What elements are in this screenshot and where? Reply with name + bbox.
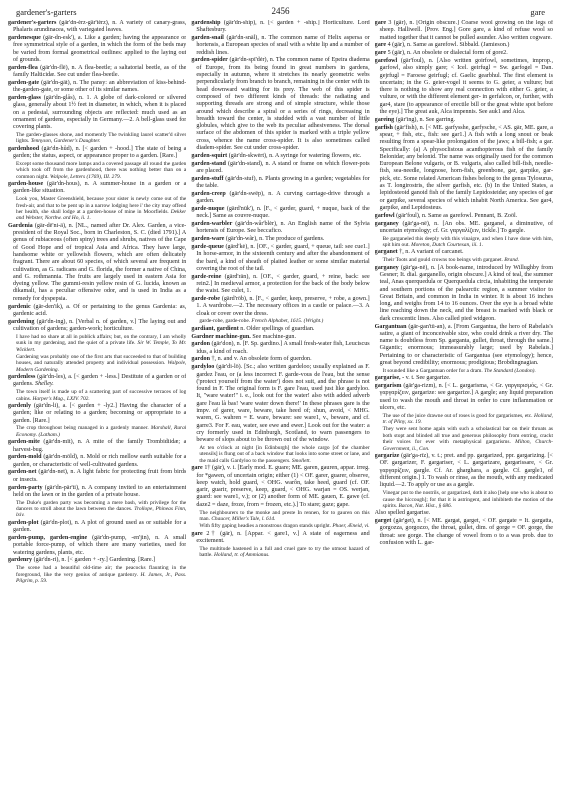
column-1 (8, 20, 186, 798)
entry-definition: (gär'dn-ėrz-gär'tėrz), n. A variety of canary-grass, Phalaris arundinacea, with variegated leaves. (13, 20, 187, 34)
quote-text: They were sent home again with such a scholastical bar on their throats as both stopt and blinded all true and generous philosophy from entring, crackt their voices for ever with metaphysical gargarisms. (382, 426, 553, 446)
entry-headword: garden-net (8, 469, 37, 476)
citation-quote (8, 196, 186, 222)
entry-definition: (gär'dn-hůd), n. [< garden + -hood.] The state of being a garden; the status, aspect, or appearance proper to a garden. [Rare.] (13, 145, 187, 160)
citation-quote (375, 426, 553, 452)
entry-definition: (gär'dn-net), n. A light fabric for protecting fruit from birds or insects. (13, 469, 187, 483)
dictionary-entry (8, 557, 186, 564)
citation-quote (191, 510, 369, 523)
entry-definition: (gär'dn-spī'dėr), n. The common name of Epeira diadema of Europe, from its being found in great numbers in gardens, especially in autumn, where it stretches its nearly geometric webs perpendicularly from branch to branch, remaining in the center with its head downward waiting for its prey. The web of this spider is composed of two different kinds of threads: the radiating and supporting threads are strong and of simple structure, while those around which describe a spiral or a series of rings, decreasing in breadth toward the center, is studded with a vast number of little globules, which give to the web its peculiar adhesiveness. The dorsal surface of the abdomen of this spider is marked with a triple yellow cross, whence the name cross-spider. It is also sometimes called diadem-spider. See cut under cross-spider. (196, 57, 370, 152)
entry-definition: (gär'ing), n. See garring. (395, 116, 456, 123)
entry-headword: gargarize (374, 453, 400, 460)
dictionary-entry (8, 223, 186, 303)
quote-text: The Duke's garden party was becoming a mere bash, with privilege for the dancers to stroll about the lawn between the dances. (16, 499, 187, 513)
quote-text: Except some thousand more lamps and a covered passage all round the garden which took off from the gardenhood, there was nothing better than on a common night. (16, 160, 187, 180)
entry-headword: gareing (374, 116, 395, 123)
quote-source: Dekker and Webster, Northw. ard Ho, ii. 1. (16, 208, 187, 222)
quote-text: I have had no share at all in publick affairs; but, on the contrary, I am wholly sunk in my gardening, and the quiet of a private life. (16, 333, 187, 347)
citation-quote (191, 445, 369, 464)
quote-text: The garden-glasses shone, and momently The twinkling laurel scatter'd silver lights. (16, 131, 187, 145)
dictionary-entry (8, 439, 186, 454)
entry-headword: gardiant, gardient (191, 325, 239, 332)
entry-headword: gargarise, - (374, 375, 405, 382)
entry-definition: (gär-dē'ni-ä), n. [NL., named after Dr. Alex. Garden, a vice-president of the Royal Soc., born in Charleston, S. C. (died 1791).] A genus of rubiaceous (often spiny) trees and shrubs, natives of the Cape of Good Hope and of tropical Asia and Africa. They have large, handsome white or yellowish flowers, which are often delicately fragrant. There are about 60 species, of which several are frequent in cultivation, as G. radicans and G. florida, the former a native of China, and G. rothmannia. The fruits are largely used in eastern Asia for dyeing yellow. The gummi-resin yellow resin of G. lucida, known as dikamali, has a peculiar offensive odor, and is used in India as a remedy for dyspepsia. (13, 222, 187, 302)
quote-text: The use of the juice drawne out of roses is good for gargarismes, etc. (382, 412, 533, 419)
quote-source: Moreton, Dutch Courtesan, iii. 1. (411, 242, 484, 249)
quote-text: Gardening was probably one of the first arts that succeeded to that of building houses, and naturally attended property and individual possession. (16, 353, 187, 367)
quote-source: Sir W. Temple, To Mr. Wicklert. (16, 340, 187, 353)
entry-headword: garden-ware (191, 236, 225, 243)
entry-definition: Also spelled gargarise. (374, 510, 431, 517)
dictionary-entry (375, 117, 553, 124)
quote-source: Trollope, Phineas Finn, lxiv. (16, 506, 187, 519)
entry-definition: (gär-dn-esk'), a. Like a garden; having the appearance or free symmetrical style of a garden, in which the form of the beds may be varied from formal geometrical outlines: applied to the laying out of grounds. (13, 35, 187, 63)
dictionary-entry (191, 206, 369, 221)
page-number: 2456 (271, 6, 290, 16)
dictionary-entry (375, 213, 553, 220)
entry-definition: (gär'fish), n. [< ME. garfysshe, garfysche, < AS. gār, ME. gare, a spear, + fish, etc., fish: see gar1.] A fish with a long snout or beak resulting from a spear-like prolongation of the jaws; a bill-fish; a gar. Specifically: (a) A physoclistous acanthopterous fish of the family Belonidæ; any belonid. The name was originally used for the common European Belone vulgaris, or B. vulgaris, also called bill-fish, needle-fish, sea-needle, longnose, horn-fish, greenbone, gar, garpike, gar-pick, etc. Some related American fishes belong to the genus Tylosurus, as T. longirostris, the silver garfish, etc. (b) In the United States, a lepidosteoid ganoid fish of the family Lepidosteidæ; any species of gar or garpike, several species of which inhabit North America. See gar4, garpike, and Lepidosteus. (379, 124, 553, 211)
entry-definition: (gär'dn-mīt), n. A mite of the family Trombidiidæ; a harvest-bug. (13, 439, 187, 453)
dictionary-entry (8, 535, 186, 557)
dictionary-entry (8, 181, 186, 196)
dictionary-entry (375, 249, 553, 256)
quote-source: French Alphabet, 1615. (Wright.) (251, 318, 324, 325)
entry-headword: garden-house (8, 181, 44, 188)
dictionary-entry (191, 221, 369, 236)
dictionary-entry (191, 244, 369, 273)
running-header (8, 6, 553, 20)
citation-quote (375, 257, 553, 263)
quote-source: Brand. (504, 257, 520, 264)
entry-definition: (gär'dn-skwėrt), n. A syringe for watering flowers, etc. (228, 152, 362, 159)
entry-definition: (gär'dn-wâr'blėr), n. An English name of the Sylvia hortensis of Europe. See beccafico. (196, 221, 370, 235)
dictionary-entry (8, 304, 186, 319)
entry-definition: 4 (gār), n. Same as garefowl. Sibbald. (Jamieson.) (387, 42, 510, 49)
entry-headword: Gargantuan (374, 323, 407, 330)
entry-definition: (gär'don), n. [F. Sp. gardino.] A small fresh-water fish, Leuciscus idus, a kind of roach. (196, 341, 370, 355)
entry-headword: garganey (374, 264, 399, 271)
dictionary-entry (8, 403, 186, 425)
entry-definition: (gär'ga-nē), n. [A book-name, introduced by Willughby from Gesner; It. dial. garganello, origin obscure.] A kind of teal, the summer teal, Anas querquedula or Querquedula circia, inhabiting the temperate and southern portions of the palearctic region, a summer visitor to Great Britain, and common in India in winter. It is about 16 inches long, and weighs from 14 to 16 ounces. Over the eye is a broad white line reaching down the neck, and the breast is marked with black or dark crescentic lines. Also called pied widgeon. (379, 264, 553, 322)
dictionary-entry (191, 20, 369, 35)
dictionary-entry (191, 176, 369, 191)
citation-quote (8, 565, 186, 584)
citation-quote (8, 354, 186, 373)
entry-definition: (gär'ga-nē), n. [An obs. ME. garganel, a diminutive, of uncertain etymology; cf. Gr. γαργαλίζειν, tickle.] To gargle. (379, 220, 553, 234)
entry-headword: gardyloo (191, 364, 215, 371)
entry-headword: garden-gate (8, 79, 40, 86)
citation-quote (191, 318, 369, 324)
dictionary-entry (8, 146, 186, 161)
dictionary-entry (191, 296, 369, 318)
entry-headword: gardenly (8, 403, 32, 410)
entry-definition: 3 (gār), n. [Origin obscure.] Coarse wool growing on the legs of sheep. Halliwell. [Prov. Eng.] Gore gare, a kind of refuse wool so matted together that it cannot be pulled asunder. Also written cogware. (379, 20, 553, 41)
entry-headword: garganet (374, 249, 398, 256)
dictionary-entry (8, 20, 186, 35)
dictionary-entry (191, 531, 369, 546)
entry-definition: (gärd'rōb), n. [F., < garder, keep, preserve, + robe, a gown.] 1. A wardrobe.—2. The necessary offices in a castle or palace.—3. A cloak or cover over the dress. (196, 295, 370, 317)
quote-source: H. James, Jr., Pass. Pilgrim, p. 59. (16, 571, 187, 584)
entry-definition: (gär'dn-hous), n. A summer-house in a garden or a garden-like situation. (13, 181, 187, 195)
quote-text: garde-robe, garde-robe. (199, 318, 251, 325)
dictionary-entry (8, 319, 186, 334)
dictionary-entry (191, 326, 369, 333)
dictionary-entry (191, 356, 369, 363)
quote-text: The scene had a beautiful old-time air; the peacocks flaunting in the foreground, like the very genius of antique gardenry. (16, 565, 187, 578)
entry-definition: (gärd'kė), n. [OF., < garder, guard, + queue, tail: see cue1.] In horse-armor, in the sixteenth century and after the abandonment of the bard, a kind of sheath of plaited leather or some similar material covering the root of the tail. (196, 243, 370, 272)
dictionary-entry (191, 57, 369, 152)
entry-definition: (gär'dn-pär'ti), n. A company invited to an entertainment held on the lawn or in the garden of a private house. (13, 484, 187, 498)
entry-headword: garden-creep (191, 190, 226, 197)
citation-quote (375, 368, 553, 374)
entry-definition: 2† (gār), n. [Appar. < gare1, v.] A state of eagerness and excitement. (196, 530, 370, 545)
entry-definition: (gär-den'ik), a. Of or pertaining to the genus Gardenia: as, gardenic acid. (13, 303, 187, 317)
entry-headword: garden-glass (8, 94, 41, 101)
dictionary-entry (375, 383, 553, 412)
entry-definition: (gärd'nūk'), n. [F., < garder, guard, + nuque, back of the neck.] Same as couvre-nuque. (196, 205, 370, 220)
entry-headword: gare (374, 50, 387, 57)
entry-definition: †, n. and v. An obsolete form of guerdon. (211, 356, 312, 363)
entry-source: Shelley. (35, 381, 54, 388)
dictionary-entry (191, 334, 369, 341)
dictionary-entry (375, 265, 553, 323)
entry-headword: garde-robe (191, 295, 220, 302)
entry-headword: garde-nuque (191, 205, 225, 212)
quote-text: Be garganeled this deeply with this vinaigre, and when I have done with him, spit him out. (382, 235, 553, 249)
dictionary-entry (191, 161, 369, 176)
column-3 (375, 20, 553, 798)
citation-quote (8, 389, 186, 402)
entry-headword: gare (374, 42, 387, 49)
quote-source: Milton, Church-Government, ii., Con. (382, 439, 553, 452)
quote-source: Chaucer, Miller's Tale, l. 614. (211, 515, 276, 522)
citation-quote (191, 546, 369, 559)
entry-definition: (gär'dn-snāl), n. The common name of Helix aspersa or hortensis, a European species of snail with a white lip and a number of reddish lines. (196, 35, 370, 56)
entry-definition: (gär'dn-glås), n. 1. A globe of dark-colored or silvered glass, generally about 1½ feet in diameter, in which, when it is placed on a pedestal, surrounding objects are reflected: much used as an ornament of gardens, especially in Germany.—2. A bell-glass used for covering plants. (13, 94, 187, 131)
entry-definition: (gär'dn-les), a. [< garden + -less.] Destitute of a garden or of gardens. (13, 374, 187, 388)
citation-quote (8, 132, 186, 145)
quote-source: Marshall, Rural Economy. (Latham.) (16, 425, 187, 438)
dictionary-entry (375, 453, 553, 489)
dictionary-entry (191, 364, 369, 444)
entry-definition: (gär'dn-wãr), n. The produce of gardens. (225, 236, 325, 243)
entry-headword: gardenry (8, 557, 33, 564)
quote-source: The Standard (London). (484, 367, 536, 374)
entry-definition: 1† (gār), v. i. [Early mod. E. guare; ME. garen, gauren, appar. irreg. for *gawen, of uncertain origin; either (1) < OF. garer, guarer, observe, keep watch, hold guard, < OHG. warôn, take heed, guard (cf. OF. garir, guarir, preserve, keep, guard, < OHG. warjan = OS. werjan, guard: see ware1, v.); or (2) another form of ME. gauen, E. gawe (cf. daze2 = daze, froze, frorn = frozen, etc.).] To stare; gaze; gape. (196, 465, 370, 508)
entry-headword: garde-reine (191, 273, 222, 280)
dictionary-entry (8, 65, 186, 80)
entry-definition: (gär'dn-plot), n. A plot of ground used as or suitable for a garden. (13, 519, 187, 534)
dictionary-entry (375, 20, 553, 42)
entry-headword: gare (191, 530, 203, 537)
dictionary-entry (191, 153, 369, 160)
quote-text: Look you, Master Greenshield, because your sister is newly come out of the fresh-air, and that to be pent up in a narrow lodging here i' the city may offend her health, she shall lodge at a garden-house of mine in Moorfields. (16, 196, 187, 215)
text-columns (8, 20, 553, 798)
entry-headword: garden-warbler (191, 221, 233, 228)
entry-headword: garden-plot (8, 519, 39, 526)
entry-headword: gardenhood (8, 145, 40, 152)
entry-headword: gare (374, 20, 387, 26)
dictionary-entry (375, 375, 553, 382)
entry-definition: (gär'dn-pump, -en'jin), n. A small portable force-pump, of which there are many varieties, used for watering gardens, plants, etc. (13, 534, 187, 556)
quote-text: The neighbourers to the monke and preste In rennen, for to gauren on this man. (199, 509, 370, 522)
dictionary-entry (191, 35, 369, 57)
entry-headword: garde-queue (191, 243, 224, 250)
dictionary-entry (191, 465, 369, 509)
dictionary-entry (375, 42, 553, 49)
quote-text: The town itself is made up of a scattering part of successive terraces of log cabins. (16, 389, 187, 402)
entry-headword: gare (191, 465, 203, 472)
dictionary-entry (191, 236, 369, 243)
dictionary-entry (375, 518, 553, 547)
entry-headword: garfowl (374, 212, 395, 219)
quote-source: Harper's Mag., LXIV. 702. (32, 395, 90, 402)
citation-quote (375, 490, 553, 509)
entry-definition: (gär'dn-li), a. [< garden + -ly2.] Having the character of a garden; like or relating to a garden; becoming or appropriate to a garden. [Rare.] (13, 403, 187, 424)
entry-headword: gargarism (374, 382, 402, 389)
citation-quote (8, 425, 186, 438)
entry-headword: garget (374, 518, 392, 525)
quote-source: Walpole, Letters (1769), III. 279. (50, 173, 122, 180)
dictionary-entry (191, 274, 369, 296)
entry-headword: garefowl (374, 57, 398, 64)
entry-headword: gardener's-garters (8, 20, 57, 26)
entry-headword: garden-mite (8, 439, 40, 446)
citation-quote (191, 523, 369, 529)
entry-definition: (gär'dn-ship), n. [< garden + -ship.] Horticulture. Lord Shaftesbury. (196, 20, 370, 34)
dictionary-entry (375, 58, 553, 116)
citation-quote (8, 500, 186, 519)
entry-headword: Gardenia (8, 222, 33, 229)
entry-headword: gardenesque (8, 35, 41, 42)
entry-headword: garden-mold (8, 454, 42, 461)
dictionary-entry (8, 374, 186, 389)
entry-headword: Gardner machine-gun. (191, 333, 251, 340)
quote-source: Phaer, Æneid, vi. (332, 523, 370, 530)
entry-definition: (gärd'rān), n. [OF., < garder, guard, + reine, back: see rein2.] In medieval armor, a protection for the back of the body below the waist. See culet, 1. (196, 273, 370, 295)
quote-source: Bacon, Nat. Hist., § 686. (398, 502, 453, 509)
entry-headword: gardenic (8, 303, 31, 310)
entry-definition: See machine-gun. (252, 333, 296, 340)
quote-text: Their Toots and gould crowns too beings with garganet. (382, 257, 503, 264)
quote-text: Vinegar put to the nostrils, or gargarized, doth it also [help one who is about to cause the hiccough]; for that it is astringent, and inhibiteth the motion of the spirits. (382, 490, 553, 509)
entry-definition: (gär'get), n. [< ME. gargat, garget, < OF. gargate = It. gargatta, gorgozza, gorgozzo, the throat, gullet, dim. of gorge = OF. gorge, the throat: see gorge. The change of vowel from o to a was prob. due to confusion with L. gar- (379, 518, 553, 546)
citation-quote (8, 334, 186, 353)
dictionary-entry (8, 520, 186, 535)
dictionary-entry (375, 324, 553, 368)
entry-definition: (gär'foul), n. [Also written goirfowl, sometimes, improp., garfowl, also simply gare; < Icel. geirfugl = Sw. garfogel = Dan. gejrfugl = Faroese geirfugl; cf. Gaelic gearbhul. The first element is uncertain; in the G. geier-vogel it seems to G. geier, a vulture; but there is nothing to show any real connection with either G. geier, a vulture, or with the different element ger- in gerfalcon, or, further, with gar4, stare (to appearance of erectile bill or the great white spot before the eye).] The great auk, Alca impennis. See auk1 and Alca. (379, 57, 553, 116)
dictionary-entry (191, 191, 369, 206)
dictionary-entry (375, 125, 553, 213)
quote-text: At ten o'clock at night [in Edinburgh] the whole cargo [of the chamber utensils] is flung out of a back window that looks into some street or lane, and the maid calls Gardyloo to the passengers. (199, 445, 370, 464)
entry-definition: †, n. A variant of carcanet. (399, 249, 464, 256)
entry-headword: garganey (374, 220, 399, 227)
entry-headword: gardenless (8, 374, 36, 381)
citation-quote (8, 161, 186, 180)
entry-definition: (gär'ga-rīz), v. t.; pret. and pp. gargarized, ppr. gargarizing. [< OF. gargarizer, F. gargariser, < L. gargarizare, gargarissare, < Gr. γαργαρίζειν, gargle. Cf. Ar. gharghara, a gargle. Cf. gargle1, of different origin.] 1. To wash or rinse, as the mouth, with any medicated liquid.—2. To apply or use as a gargle. (379, 453, 553, 489)
entry-definition: (gär'ga-rizm), n. [< L. gargarisma, < Gr. γαργαρισμός, < Gr. γαργαρίζειν, gargarize: see gargarize.] A gargle; any liquid preparation used to wash the mouth and throat in order to cure inflammation or ulcers, etc. (379, 382, 553, 411)
entry-definition: (gär'dn-ri), n. [< garden + -ry.] Gardening. [Rare.] (33, 557, 156, 564)
column-2 (191, 20, 369, 798)
quote-source: Holland, tr. of Pliny, xx. 19. (382, 412, 553, 426)
entry-definition: (gär'foul), n. Same as garefowl. Pennant, B. Zoöl. (396, 212, 518, 219)
entry-definition: (gär'dn-stand), n. A stand or frame on which flower-pots are placed. (196, 160, 370, 174)
entry-definition: (gär'dn-mōld), n. Mold or rich mellow earth suitable for a garden, or characteristic of well-cultivated gardens. (13, 454, 187, 468)
dictionary-entry (8, 485, 186, 500)
entry-definition: (gär'di-lö). [Sc.; also written gardeloo; usually explained as F. gardez l'eau, or (a less incorrect F. garde-vous de l'eau, but the sense ('protect yourself from the water') does not suit, and the phrase is not found in F. The original form is F. gare l'eau, used just like gardyloo. It, "ware water!" i. e., look out for the water! also with added adverb gare l'eau là bas! 'ware water down there!' In these phrases gare is the impv. of garer, ware, beware, take heed of; shun, avoid, < MHG. waren, G. wahren = E. ware, beware: see ware1, v., beware, and cf. garre3. For F. eau, water, see ewe and ewer.] Look out for the water: a cry formerly used in Edinburgh, Scotland, to warn passengers to beware of slops about to be thrown out of the window. (196, 364, 370, 444)
quote-source: Tennyson, Gardener's Daughter. (30, 138, 101, 145)
dictionary-entry (191, 341, 369, 356)
entry-headword: garden-spider (191, 57, 228, 64)
entry-definition: 5 (gār), n. An obsolete or dialectal form of gore2. (387, 50, 508, 57)
entry-headword: garden-pump, garden-engine (8, 534, 88, 541)
entry-headword: garden-party (8, 484, 43, 491)
quote-text: It sounded like a Gargantuan order for a dram. (382, 367, 483, 374)
entry-headword: garden-stand (191, 160, 226, 167)
entry-definition: v. t. See gargarize. (405, 375, 451, 382)
citation-quote (375, 413, 553, 426)
entry-definition: (gär'dn-flē), n. A flea-beetle; a saltatorial beetle, as of the family Halticidæ. See cut under flea-beetle. (13, 64, 187, 79)
quote-source: Holland, tr. of Ammianus. (214, 552, 270, 559)
dictionary-entry (375, 510, 553, 517)
entry-definition: (gär'dn-gāt), n. The pansy: an abbreviation of kiss-behind-the-garden-gate, or some other of its similar names. (13, 79, 187, 94)
dictionary-entry (8, 80, 186, 95)
dictionary-entry (375, 50, 553, 57)
dictionary-entry (375, 221, 553, 236)
right-guide-word: gare (530, 7, 545, 17)
quote-text: With fifty gaping headies a monstrous dragon stands upright. (199, 523, 332, 530)
entry-headword: gardon (191, 356, 210, 363)
entry-headword: gardenship (191, 20, 221, 26)
entry-headword: gardon (191, 341, 210, 348)
entry-headword: garfish (374, 124, 393, 131)
entry-headword: garden-flea (8, 64, 38, 71)
entry-headword: garden-squirt (191, 152, 228, 159)
entry-definition: n. Older spellings of guardian. (240, 325, 315, 332)
quote-source: Walpole, Modern Gardening. (16, 360, 187, 373)
entry-definition: (gär'dn-stuf), n. Plants growing in a garden; vegetables for the table. (196, 175, 370, 190)
dictionary-entry (8, 454, 186, 469)
citation-quote (375, 236, 553, 249)
quote-source: Smollett. (291, 457, 311, 464)
entry-headword: garden-snail (191, 35, 224, 42)
entry-headword: gardening (8, 318, 35, 325)
entry-definition: (gär'dn-ing), n. [Verbal n. of garden, v.] The laying out and cultivation of gardens; garden-work; horticulture. (13, 318, 187, 332)
quote-text: The multitude hastened in a full and cruel gare to try the utmost hazard of battle. (199, 545, 370, 559)
dictionary-entry (8, 35, 186, 64)
entry-headword: garden-stuff (191, 175, 224, 182)
dictionary-entry (8, 95, 186, 131)
left-guide-word: gardener's-garters (16, 7, 77, 17)
entry-definition: (gär-gan'tū-an), a. [From Gargantua, the hero of Rabelais's satire, a giant of inconceivable size, who could drink a river dry. The name is doubtless from Sp. garganta, gullet, throat, through the same.] Gigantic; enormous; immeasurably large; used by Rabelais.] Pertaining to or characteristic of Gargantua (see etymology); hence, great beyond credibility; enormous; prodigious; Brobdingnagian. (379, 323, 553, 366)
dictionary-entry (8, 469, 186, 484)
quote-text: The crop throughout being managed in a gardenly manner. (16, 425, 149, 432)
entry-definition: (gär'dn-swēp), n. A curving carriage-drive through a garden. (196, 190, 370, 205)
